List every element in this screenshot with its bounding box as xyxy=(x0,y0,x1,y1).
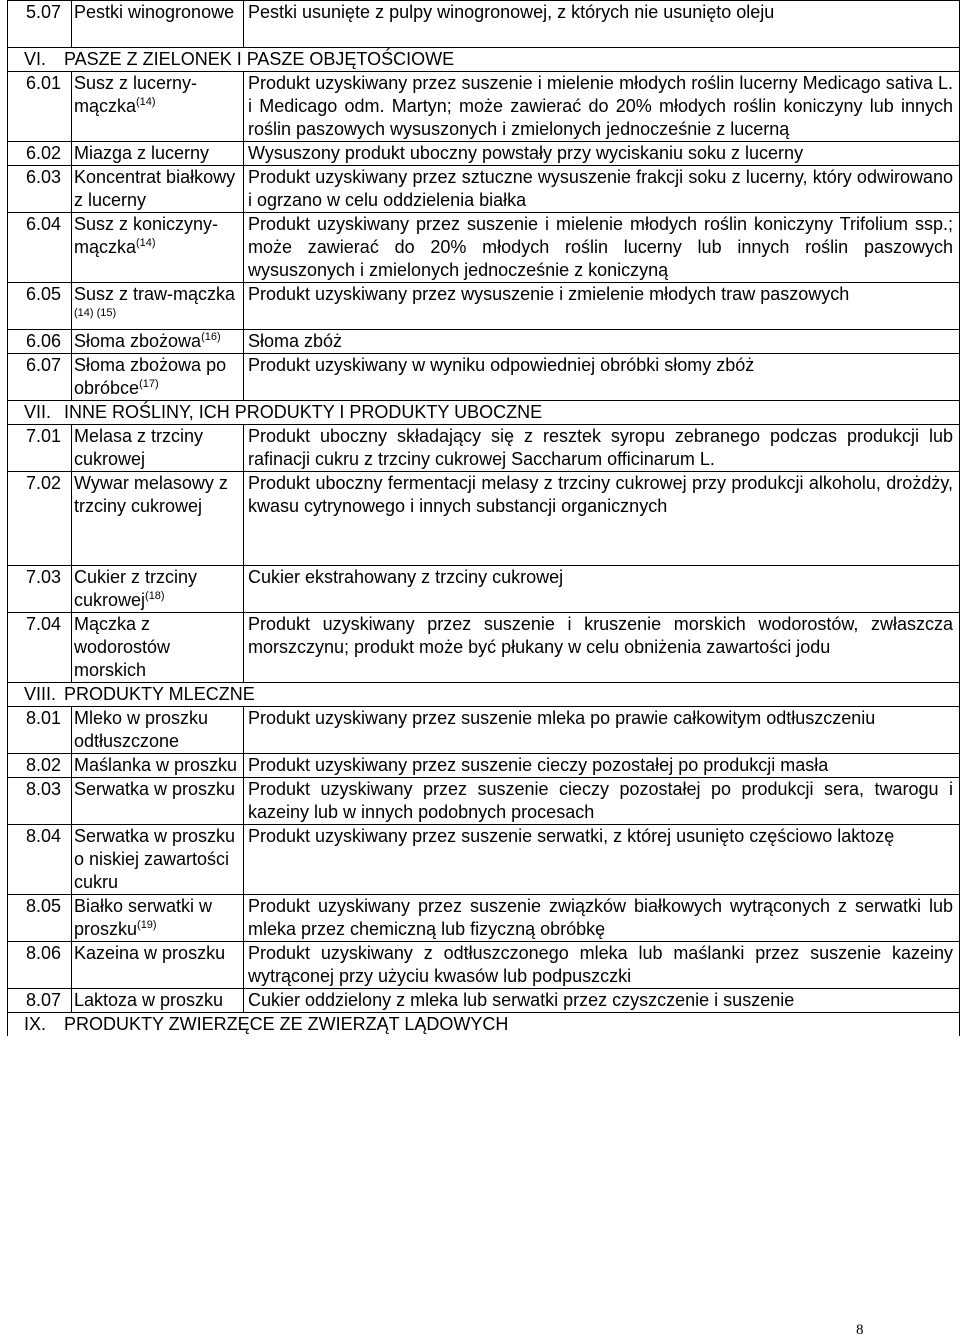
item-description: Produkt uzyskiwany przez suszenie i mielenie młodych roślin lucerny Medicago sativa L. i Medicago odm. Martyn; może zawierać do 20% młodych roślin koniczyny lub innych roślin paszowych wysuszonych i zmielonych jednocześnie z lucerną xyxy=(244,72,960,142)
table-row xyxy=(8,778,960,825)
section-row xyxy=(8,683,960,707)
feed-materials-table xyxy=(7,0,960,1036)
item-description: Produkt uboczny składający się z resztek syropu zebranego podczas produkcji lub rafinacji cukru z trzciny cukrowej Saccharum officinarum L. xyxy=(244,425,960,472)
section-row xyxy=(8,48,960,72)
item-description: Słoma zbóż xyxy=(244,330,960,354)
section-row xyxy=(8,401,960,425)
item-number: 6.06 xyxy=(8,330,72,354)
footnote-ref: (18) xyxy=(145,590,165,602)
item-name: Mączka z wodorostów morskich xyxy=(72,613,244,683)
item-name: Serwatka w proszku o niskiej zawartości cukru xyxy=(72,825,244,895)
item-name: Białko serwatki w proszku xyxy=(74,896,213,939)
item-description: Produkt uzyskiwany przez suszenie cieczy pozostałej po produkcji sera, twarogu i kazeiny lub w innych podobnych procesach xyxy=(244,778,960,825)
section-row xyxy=(8,1013,960,1037)
item-number: 8.05 xyxy=(8,895,72,942)
section-number: VI. xyxy=(24,49,47,69)
page-number: 8 xyxy=(856,1322,864,1338)
item-number: 6.04 xyxy=(8,213,72,283)
item-name: Koncentrat białkowy z lucerny xyxy=(72,166,244,213)
item-number: 7.02 xyxy=(8,472,72,566)
table-row xyxy=(8,895,960,942)
item-name: Laktoza w proszku xyxy=(72,989,244,1013)
table-row xyxy=(8,213,960,283)
item-name: Melasa z trzciny cukrowej xyxy=(72,425,244,472)
table-row xyxy=(8,142,960,166)
item-description: Pestki usunięte z pulpy winogronowej, z których nie usunięto oleju xyxy=(244,1,960,48)
item-name: Kazeina w proszku xyxy=(72,942,244,989)
table-row xyxy=(8,825,960,895)
item-description: Cukier ekstrahowany z trzciny cukrowej xyxy=(244,566,960,613)
item-number: 6.07 xyxy=(8,354,72,401)
section-number: VII. xyxy=(24,402,52,422)
table-row xyxy=(8,1,960,48)
item-number: 8.03 xyxy=(8,778,72,825)
item-description: Produkt uzyskiwany przez suszenie mleka po prawie całkowitym odtłuszczeniu xyxy=(244,707,960,754)
table-row xyxy=(8,72,960,142)
section-number: VIII. xyxy=(24,684,57,704)
item-number: 6.02 xyxy=(8,142,72,166)
item-description: Produkt uzyskiwany przez wysuszenie i zmielenie młodych traw paszowych xyxy=(244,283,960,330)
footnote-ref: (14) xyxy=(136,96,156,108)
item-name: Maślanka w proszku xyxy=(72,754,244,778)
item-name: Słoma zbożowa po obróbce xyxy=(74,355,227,398)
section-title: PRODUKTY ZWIERZĘCE ZE ZWIERZĄT LĄDOWYCH xyxy=(64,1014,509,1034)
table-row xyxy=(8,613,960,683)
item-number: 8.06 xyxy=(8,942,72,989)
item-description: Wysuszony produkt uboczny powstały przy wyciskaniu soku z lucerny xyxy=(244,142,960,166)
section-title: INNE ROŚLINY, ICH PRODUKTY I PRODUKTY UBOCZNE xyxy=(64,402,543,422)
item-description: Produkt uboczny fermentacji melasy z trzciny cukrowej przy produkcji alkoholu, drożdży, kwasu cytrynowego i innych substancji organicznych xyxy=(244,472,960,566)
item-description: Produkt uzyskiwany przez suszenie związków białkowych wytrąconych z serwatki lub mleka przez chemiczną lub fizyczną obróbkę xyxy=(244,895,960,942)
item-number: 7.03 xyxy=(8,566,72,613)
item-name: Cukier z trzciny cukrowej xyxy=(74,567,198,610)
table-row xyxy=(8,330,960,354)
item-description: Produkt uzyskiwany przez suszenie i mielenie młodych roślin koniczyny Trifolium ssp.; może zawierać do 20% młodych roślin lucerny lub innych roślin paszowych wysuszonych i zmielonych jednocześnie z koniczyną xyxy=(244,213,960,283)
table-row xyxy=(8,472,960,566)
item-number: 7.01 xyxy=(8,425,72,472)
item-description: Produkt uzyskiwany w wyniku odpowiedniej obróbki słomy zbóż xyxy=(244,354,960,401)
table-row xyxy=(8,354,960,401)
item-number: 8.02 xyxy=(8,754,72,778)
item-number: 8.01 xyxy=(8,707,72,754)
item-name: Susz z traw-mączka xyxy=(74,284,236,304)
item-name: Miazga z lucerny xyxy=(72,142,244,166)
table-row xyxy=(8,942,960,989)
footnote-ref: (17) xyxy=(139,378,159,390)
table-row xyxy=(8,425,960,472)
item-description: Produkt uzyskiwany z odtłuszczonego mleka lub maślanki przez suszenie kazeiny wytrąconej przy użyciu kwasów lub podpuszczki xyxy=(244,942,960,989)
footnote-ref: (14) (15) xyxy=(74,307,117,319)
table-row xyxy=(8,989,960,1013)
item-name: Słoma zbożowa xyxy=(74,331,202,351)
item-description: Produkt uzyskiwany przez suszenie cieczy pozostałej po produkcji masła xyxy=(244,754,960,778)
table-row xyxy=(8,754,960,778)
section-title: PASZE Z ZIELONEK I PASZE OBJĘTOŚCIOWE xyxy=(64,49,455,69)
section-number: IX. xyxy=(24,1014,47,1034)
item-number: 6.03 xyxy=(8,166,72,213)
table-row xyxy=(8,566,960,613)
item-name: Susz z koniczyny-mączka xyxy=(74,214,219,257)
item-description: Produkt uzyskiwany przez suszenie serwatki, z której usunięto częściowo laktozę xyxy=(244,825,960,895)
item-number: 8.07 xyxy=(8,989,72,1013)
item-description: Cukier oddzielony z mleka lub serwatki przez czyszczenie i suszenie xyxy=(244,989,960,1013)
footnote-ref: (14) xyxy=(136,237,156,249)
item-number: 6.05 xyxy=(8,283,72,330)
item-number: 5.07 xyxy=(8,1,72,48)
item-number: 6.01 xyxy=(8,72,72,142)
footnote-ref: (16) xyxy=(201,331,221,343)
table-row xyxy=(8,166,960,213)
item-number: 8.04 xyxy=(8,825,72,895)
item-name: Pestki winogronowe xyxy=(72,1,244,48)
footnote-ref: (19) xyxy=(137,919,157,931)
section-title: PRODUKTY MLECZNE xyxy=(64,684,255,704)
item-description: Produkt uzyskiwany przez sztuczne wysuszenie frakcji soku z lucerny, który odwirowano i ogrzano w celu oddzielenia białka xyxy=(244,166,960,213)
item-name: Mleko w proszku odtłuszczone xyxy=(72,707,244,754)
item-name: Susz z lucerny-mączka xyxy=(74,73,198,116)
item-name: Serwatka w proszku xyxy=(72,778,244,825)
table-row xyxy=(8,707,960,754)
table-row xyxy=(8,283,960,330)
item-number: 7.04 xyxy=(8,613,72,683)
item-name: Wywar melasowy z trzciny cukrowej xyxy=(72,472,244,566)
item-description: Produkt uzyskiwany przez suszenie i kruszenie morskich wodorostów, zwłaszcza morszczynu; produkt może być płukany w celu obniżenia zawartości jodu xyxy=(244,613,960,683)
document-page xyxy=(7,0,959,1036)
